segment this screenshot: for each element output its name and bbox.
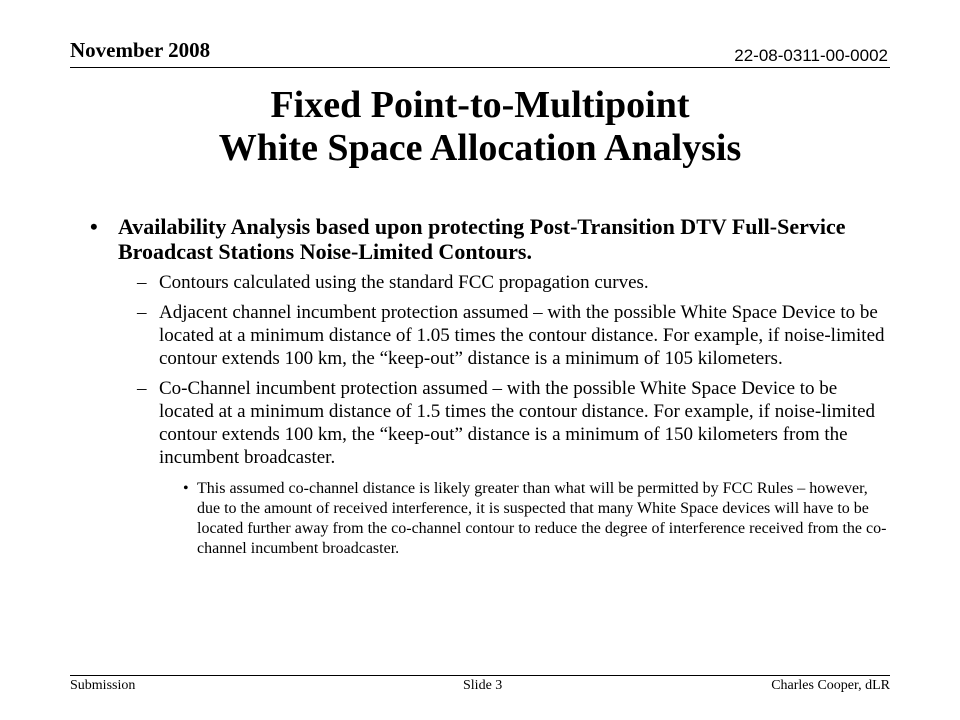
footer-divider — [70, 675, 890, 676]
dash-marker: – — [137, 378, 147, 399]
sub-bullet-item — [90, 377, 892, 469]
dash-marker: – — [137, 272, 147, 293]
sub-sub-bullet-text: This assumed co-channel distance is likely greater than what will be permitted by FCC Rules – however, due to the amount of received interference, it is suspected that many White Space devices will have to be located further away from the co-channel contour to reduce the degree of interference received from the co-channel incumbent broadcaster. — [197, 480, 887, 557]
bullet-text: Availability Analysis based upon protecting Post-Transition DTV Full-Service Broadcast Stations Noise-Limited Contours. — [118, 214, 846, 264]
document-number: 22-08-0311-00-0002 — [734, 46, 888, 65]
slide-title-line-2: White Space Allocation Analysis — [218, 127, 742, 169]
footer-slide-number: Slide 3 — [463, 678, 503, 693]
sub-bullet-text: Contours calculated using the standard FCC propagation curves. — [159, 272, 649, 293]
sub-sub-bullet-item — [90, 479, 892, 559]
footer-author: Charles Cooper, dLR — [771, 678, 890, 693]
bullet-item — [90, 214, 892, 264]
bullet-marker: • — [90, 214, 98, 239]
footer-submission: Submission — [70, 678, 136, 693]
header-divider — [70, 67, 890, 68]
sub-bullet-text: Adjacent channel incumbent protection assumed – with the possible White Space Device to be located at a minimum distance of 1.05 times the contour distance. For example, if noise-limited contour extends 100 km, the “keep-out” distance is a minimum of 105 kilometers. — [159, 302, 885, 369]
dash-marker: – — [137, 302, 147, 323]
sub-bullet-item — [90, 301, 892, 370]
bullet-marker: • — [183, 480, 189, 497]
sub-bullet-text: Co-Channel incumbent protection assumed – with the possible White Space Device to be located at a minimum distance of 1.5 times the contour distance. For example, if noise-limited contour extends 100 km, the “keep-out” distance is a minimum of 150 kilometers from the incumbent broadcaster. — [159, 378, 876, 468]
slide-body — [90, 214, 892, 559]
header-date: November 2008 — [70, 38, 211, 62]
slide-title — [60, 84, 900, 170]
sub-bullet-item — [90, 271, 892, 294]
slide-title-line-1: Fixed Point-to-Multipoint — [270, 84, 690, 126]
